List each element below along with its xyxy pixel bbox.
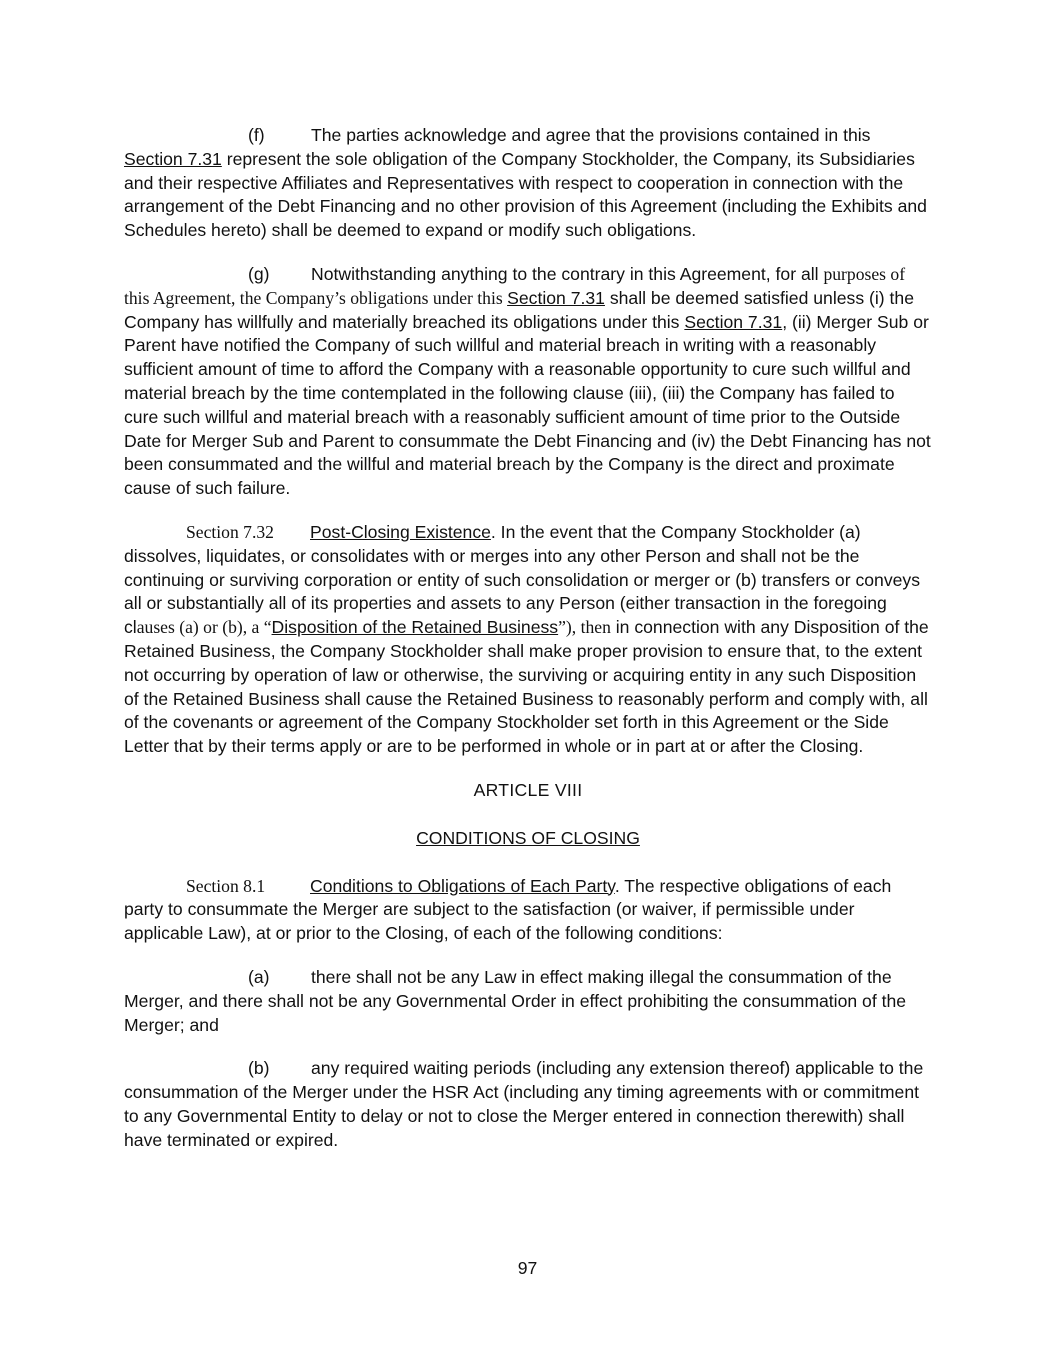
section-7-31-reference: Section 7.31 xyxy=(507,287,605,308)
paragraph-g-text-3: , (ii) Merger Sub or Parent have notified the Company of such willful and material breach in writing with a reasonably sufficient amount of time to afford the Company with a reasonable opportunity to cure such willful and material breach by the time contemplated in the following clause (iii), (iii) the Company has failed to cure such willful and material breach with a reasonably sufficient amount of time prior to the Outside Date for Merger Sub and Parent to consummate the Debt Financing and (iv) the Debt Financing has not been consummated and the willful and material breach by the Company is the direct and proximate cause of such failure. xyxy=(124,311,931,499)
section-7-32-text-2: in connection with any Disposition of the Retained Business, the Company Stockholder shall make proper provision to ensure that, to the extent not occurring by operation of law or otherwise, the surviving or acquiring entity in any such Disposition of the Retained Business shall cause the Retained Business to reasonably perform and comply with, all of the covenants or agreement of the Company Stockholder set forth in this Agreement or the Side Letter that by their terms apply or are to be performed in whole or in part at or after the Closing. xyxy=(124,617,929,757)
document-page xyxy=(124,124,932,1172)
paragraph-f-text-1: The parties acknowledge and agree that the provisions contained in this xyxy=(311,125,871,145)
paragraph-b-text: any required waiting periods (including any extension thereof) applicable to the consummation of the Merger under the HSR Act (including any timing agreements with or commitment to any Governmental Entity to delay or not to close the Merger entered in connection therewith) shall have terminated or expired. xyxy=(124,1058,924,1150)
section-8-1-heading: Conditions to Obligations of Each Party xyxy=(310,875,615,896)
section-8-1 xyxy=(124,875,932,946)
section-8-1-text: . The respective obligations of each party to consummate the Merger are subject to the satisfaction (or waiver, if permissible under applicable Law), at or prior to the Closing, of each of the following conditions: xyxy=(124,875,892,944)
paragraph-b-label: (b) xyxy=(248,1058,270,1079)
paragraph-a xyxy=(124,966,932,1037)
defined-term-disposition: Disposition of the Retained Business xyxy=(271,617,559,638)
paragraph-f-text-2: represent the sole obligation of the Company Stockholder, the Company, its Subsidiaries and their respective Affiliates and Representatives with respect to cooperation in connection with the arrangement of the Debt Financing and no other provision of this Agreement (including the Exhibits and Schedules hereto) shall be deemed to expand or modify such obligations. xyxy=(124,148,927,241)
section-7-31-reference: Section 7.31 xyxy=(124,148,222,169)
paragraph-g-label: (g) xyxy=(248,263,270,284)
section-7-32 xyxy=(124,521,932,759)
paragraph-g-text-2: shall be deemed satisfied unless (i) the Company has willfully and materially breached its obligations under this xyxy=(124,287,914,332)
section-7-32-number: Section 7.32 xyxy=(186,521,274,542)
page-number: 97 xyxy=(517,1258,538,1278)
paragraph-f-label: (f) xyxy=(248,125,265,145)
paragraph-g xyxy=(124,263,932,501)
paragraph-b xyxy=(124,1057,932,1152)
section-7-32-heading: Post-Closing Existence xyxy=(310,521,491,542)
section-7-31-reference: Section 7.31 xyxy=(684,311,783,332)
section-7-32-text-1: . In the event that the Company Stockholder (a) dissolves, liquidates, or consolidates with or merges into any other Person and shall not be the continuing or surviving corporation or entity of such consolidation or merger or (b) transfers or conveys all or substantially all of its properties and assets to any Person (either transaction in the foregoing cl xyxy=(124,521,920,638)
section-7-32-serif-text-1: auses (a) or (b), a “ xyxy=(136,617,272,638)
paragraph-a-label: (a) xyxy=(248,966,270,987)
article-subtitle xyxy=(124,827,932,851)
paragraph-f xyxy=(124,124,932,243)
paragraph-g-serif-text: purposes of this Agreement, the Company’s obligations under this xyxy=(124,263,906,308)
article-subtitle-text: CONDITIONS OF CLOSING xyxy=(416,827,640,848)
paragraph-a-text: there shall not be any Law in effect making illegal the consummation of the Merger, and there shall not be any Governmental Order in effect prohibiting the consummation of the Merger; and xyxy=(124,966,907,1035)
article-title: ARTICLE VIII xyxy=(473,779,583,800)
section-7-32-serif-text-2: ”), then xyxy=(558,617,611,638)
paragraph-g-text-1: Notwithstanding anything to the contrary in this Agreement, for all xyxy=(311,263,824,284)
section-8-1-number: Section 8.1 xyxy=(186,875,266,896)
